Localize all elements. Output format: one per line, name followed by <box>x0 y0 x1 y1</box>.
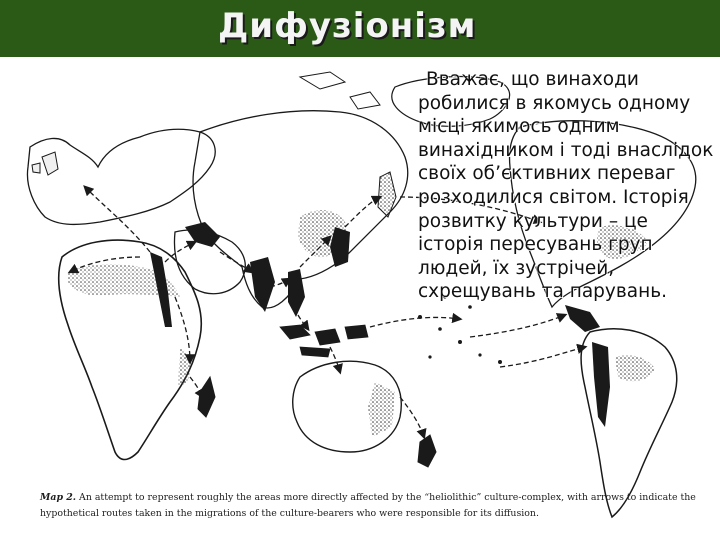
japan-outline <box>378 172 396 217</box>
arctic-islands-outline <box>300 72 380 109</box>
central-america-shading <box>565 305 600 332</box>
map-caption <box>40 490 710 522</box>
map-caption-label: Map 2. <box>40 492 77 503</box>
slide-title: Дифузіонізм <box>218 6 477 46</box>
title-bar <box>0 0 720 57</box>
europe-outline <box>27 129 215 224</box>
indochina-shading <box>288 269 305 317</box>
arrow-to-pacific <box>370 317 460 327</box>
indonesia-islands <box>280 325 368 357</box>
india-shading <box>250 257 275 312</box>
british-isles-outline <box>32 152 58 175</box>
arrow-to-madagascar <box>190 377 203 397</box>
arrow-pacific-to-america <box>470 315 565 337</box>
arrow-to-south-america <box>500 347 585 367</box>
arrow-to-new-zealand <box>400 397 424 437</box>
new-zealand-outline <box>418 435 436 467</box>
body-text: Вважає, що винаходи робилися в якомусь одному місці якимось одним винахідником і тоді внаслідок своїх об’єктивних переваг розходилися світом. Історія розвитку культури – це історія пересувань груп людей, їх зустрічей, схрещувань та парувань. <box>418 69 714 303</box>
arrow-to-india <box>220 252 252 272</box>
map-caption-text: An attempt to represent roughly the areas more directly affected by the “heliolithic” culture-complex, with arrows to indicate the hypothetical routes taken in the migrations of the culture-bearers who were responsible for its diffusion. <box>40 492 696 519</box>
madagascar-outline <box>198 377 215 417</box>
arrow-to-japan <box>345 197 380 227</box>
pacific-islands <box>418 295 502 364</box>
